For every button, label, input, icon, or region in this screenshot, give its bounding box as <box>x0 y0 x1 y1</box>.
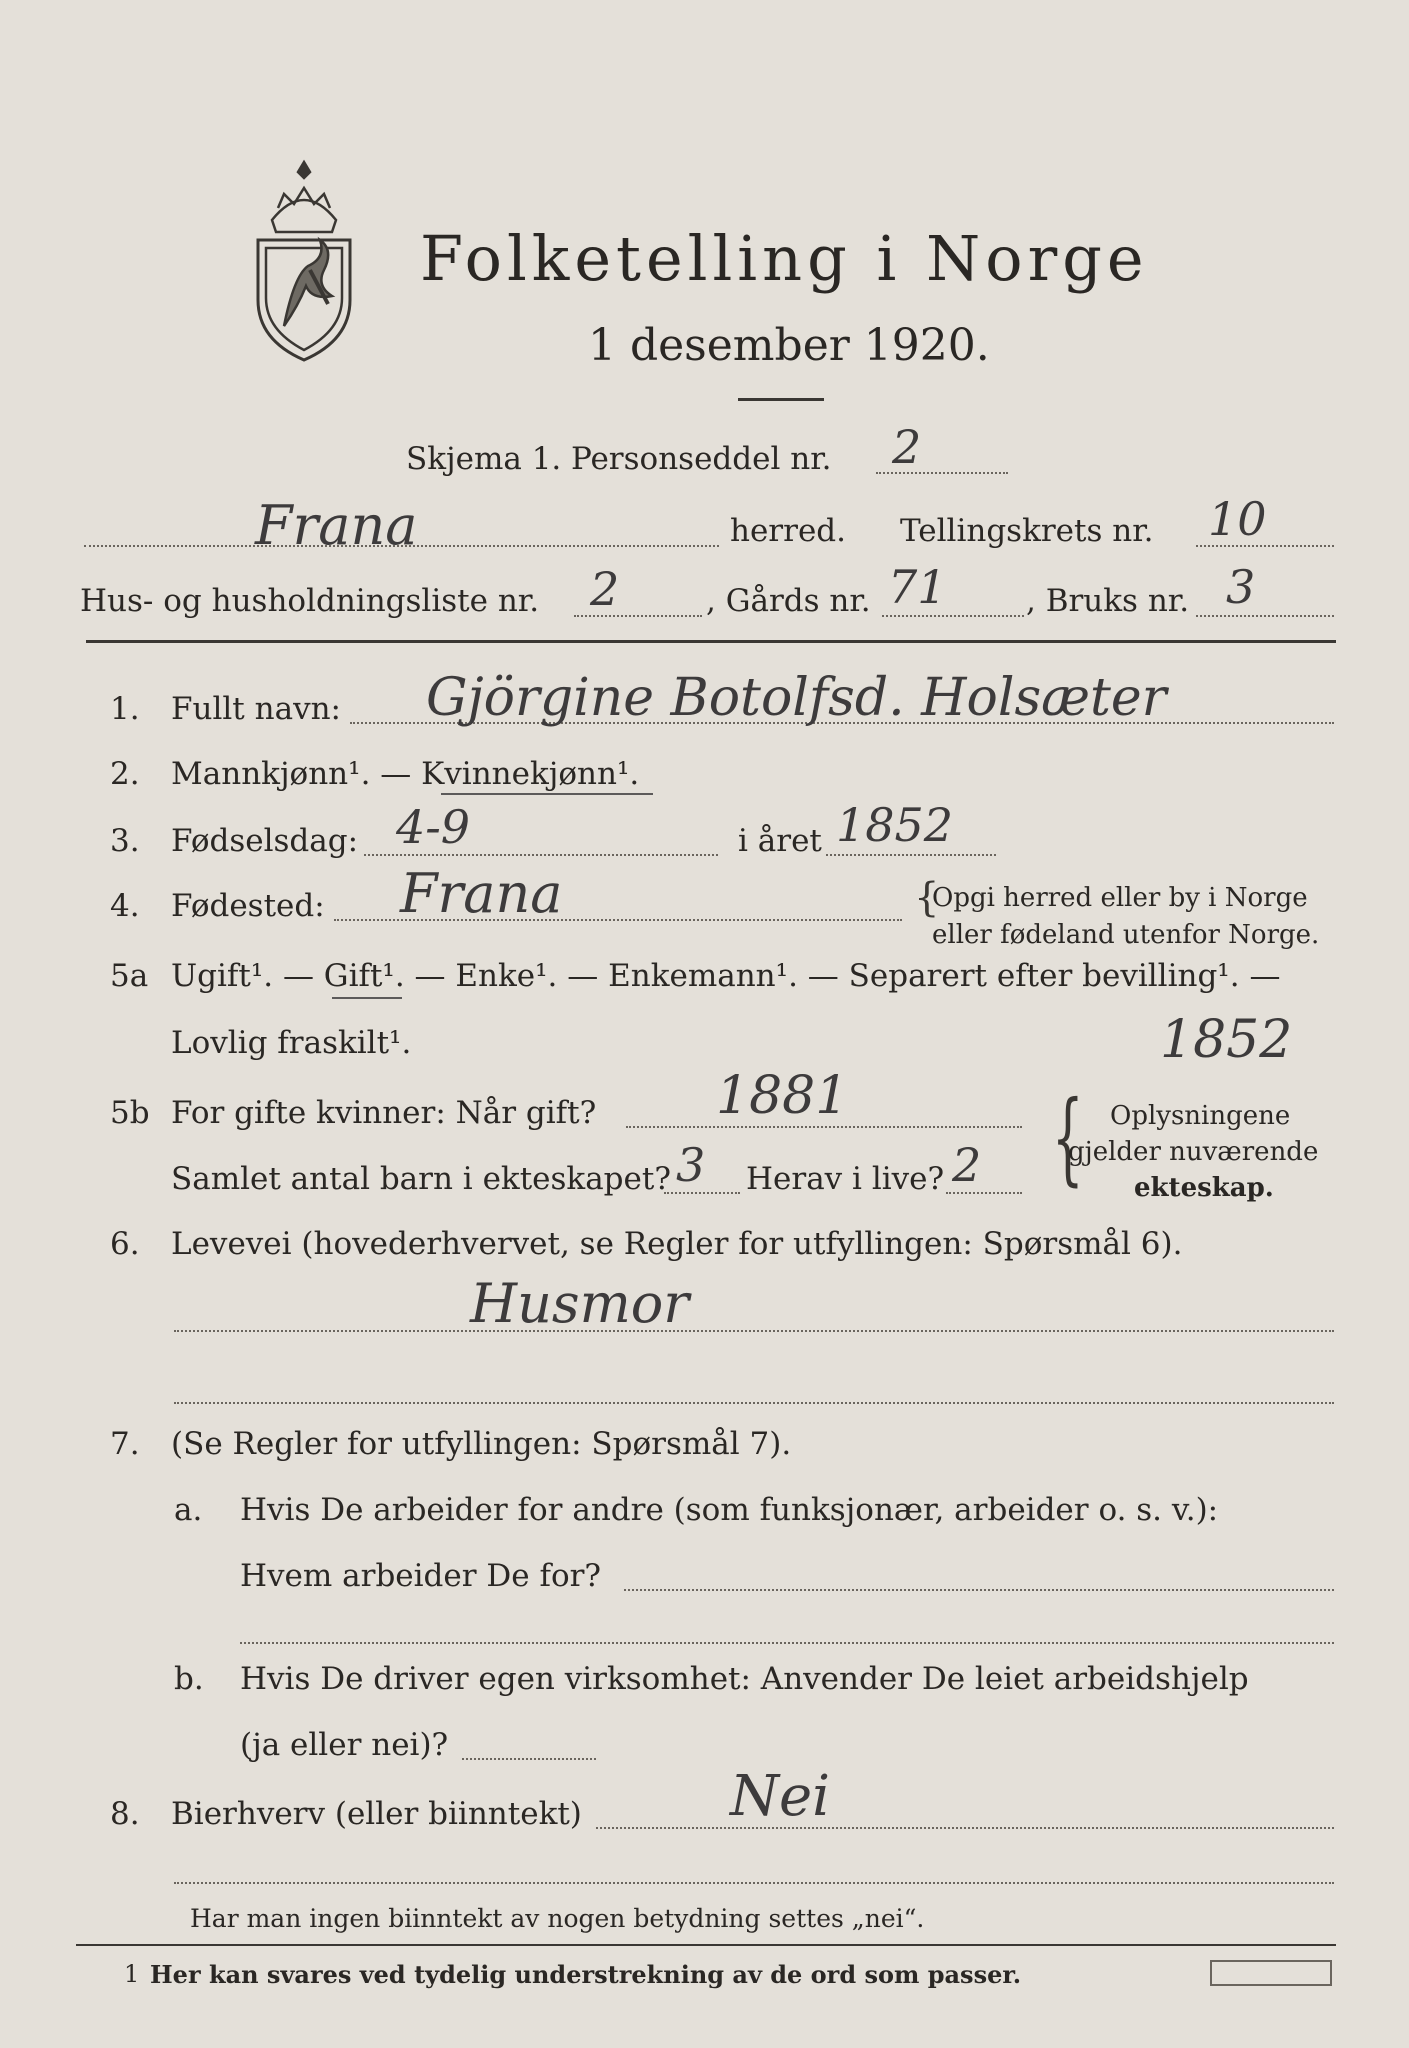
hus-value: 2 <box>590 562 620 616</box>
title-divider <box>738 398 824 401</box>
year-label: i året <box>738 823 822 859</box>
q7b-text: Hvis De driver egen virksomhet: Anvender De leiet arbeidshjelp <box>240 1661 1249 1697</box>
q6-label: Levevei (hovederhvervet, se Regler for utfyllingen: Spørsmål 6). <box>171 1226 1183 1262</box>
full-name-value: Gjörgine Botolfsd. Holsæter <box>426 668 1167 728</box>
q3-label: Fødselsdag: <box>171 823 359 859</box>
gender-underline <box>441 793 653 795</box>
q7-label: (Se Regler for utfyllingen: Spørsmål 7). <box>171 1426 792 1462</box>
header-rule <box>86 640 1336 643</box>
marriage-note-2: gjelder nuværende <box>1068 1137 1319 1167</box>
q8-label: Bierhverv (eller biinntekt) <box>171 1796 582 1832</box>
q7a-text: Hvis De arbeider for andre (som funksjonær, arbeider o. s. v.): <box>240 1492 1219 1528</box>
coat-of-arms-icon <box>248 158 360 364</box>
footnote: Her kan svares ved tydelig understrekning av de ord som passer. <box>150 1960 1022 1989</box>
brace-icon: { <box>914 875 940 921</box>
q7a-question: Hvem arbeider De for? <box>240 1558 602 1594</box>
q5a-number: 5a <box>110 958 149 994</box>
footer-note: Har man ingen biinntekt av nogen betydning settes „nei“. <box>190 1904 925 1933</box>
marital-status-options-2: Lovlig fraskilt¹. <box>171 1025 412 1061</box>
q7-number: 7. <box>110 1426 140 1462</box>
children-value: 3 <box>676 1138 706 1192</box>
gender-options: Mannkjønn¹. — Kvinnekjønn¹. <box>171 756 640 792</box>
q7b-number: b. <box>174 1661 204 1697</box>
q8-number: 8. <box>110 1796 140 1832</box>
personseddel-label: Personseddel nr. <box>571 441 832 477</box>
birthplace-note-1: Opgi herred eller by i Norge <box>932 883 1308 913</box>
marriage-note-1: Oplysningene <box>1110 1101 1291 1131</box>
q4-label: Fødested: <box>171 888 325 924</box>
q7a-number: a. <box>174 1492 203 1528</box>
marital-underline <box>332 997 402 999</box>
q6-number: 6. <box>110 1226 140 1262</box>
footnote-number: 1 <box>124 1960 140 1988</box>
birth-year-value: 1852 <box>836 798 954 852</box>
q1-label: Fullt navn: <box>171 691 341 727</box>
birthplace-value: Frana <box>400 862 563 925</box>
printer-stamp <box>1210 1960 1332 1986</box>
marriage-note-3: ekteskap. <box>1134 1173 1274 1203</box>
bruks-label: , Bruks nr. <box>1026 583 1190 619</box>
brace-icon: { <box>1051 1079 1084 1196</box>
hus-label: Hus- og husholdningsliste nr. <box>80 583 540 619</box>
side-income-value: Nei <box>730 1764 831 1829</box>
marital-status-options: Ugift¹. — Gift¹. — Enke¹. — Enkemann¹. — Separert efter bevilling¹. — <box>171 958 1281 994</box>
personseddel-value: 2 <box>892 420 922 474</box>
alive-label: Herav i live? <box>746 1161 945 1197</box>
skjema-label: Skjema 1. <box>406 441 562 477</box>
herred-value: Frana <box>255 494 418 557</box>
birthplace-note-2: eller fødeland utenfor Norge. <box>932 920 1320 950</box>
footer-rule <box>76 1944 1336 1946</box>
married-when-label: For gifte kvinner: Når gift? <box>171 1095 597 1131</box>
tellingskrets-value: 10 <box>1208 492 1267 546</box>
birth-day-value: 4-9 <box>396 800 471 854</box>
gards-value: 71 <box>888 560 947 614</box>
bruks-value: 3 <box>1226 560 1256 614</box>
herred-label: herred. <box>730 513 846 549</box>
children-label: Samlet antal barn i ekteskapet? <box>171 1161 671 1197</box>
q2-number: 2. <box>110 756 140 792</box>
q1-number: 1. <box>110 691 140 727</box>
occupation-value: Husmor <box>470 1272 690 1335</box>
q7b-question: (ja eller nei)? <box>240 1727 449 1763</box>
q4-number: 4. <box>110 888 140 924</box>
form-title: Folketelling i Norge <box>420 222 1149 295</box>
q3-number: 3. <box>110 823 140 859</box>
census-date: 1 desember 1920. <box>588 320 990 371</box>
gards-label: , Gårds nr. <box>706 583 871 619</box>
tellingskrets-label: Tellingskrets nr. <box>900 513 1154 549</box>
alive-value: 2 <box>952 1138 982 1192</box>
married-year-value: 1881 <box>716 1066 849 1126</box>
margin-note: 1852 <box>1160 1010 1293 1070</box>
q5b-number: 5b <box>110 1095 150 1131</box>
